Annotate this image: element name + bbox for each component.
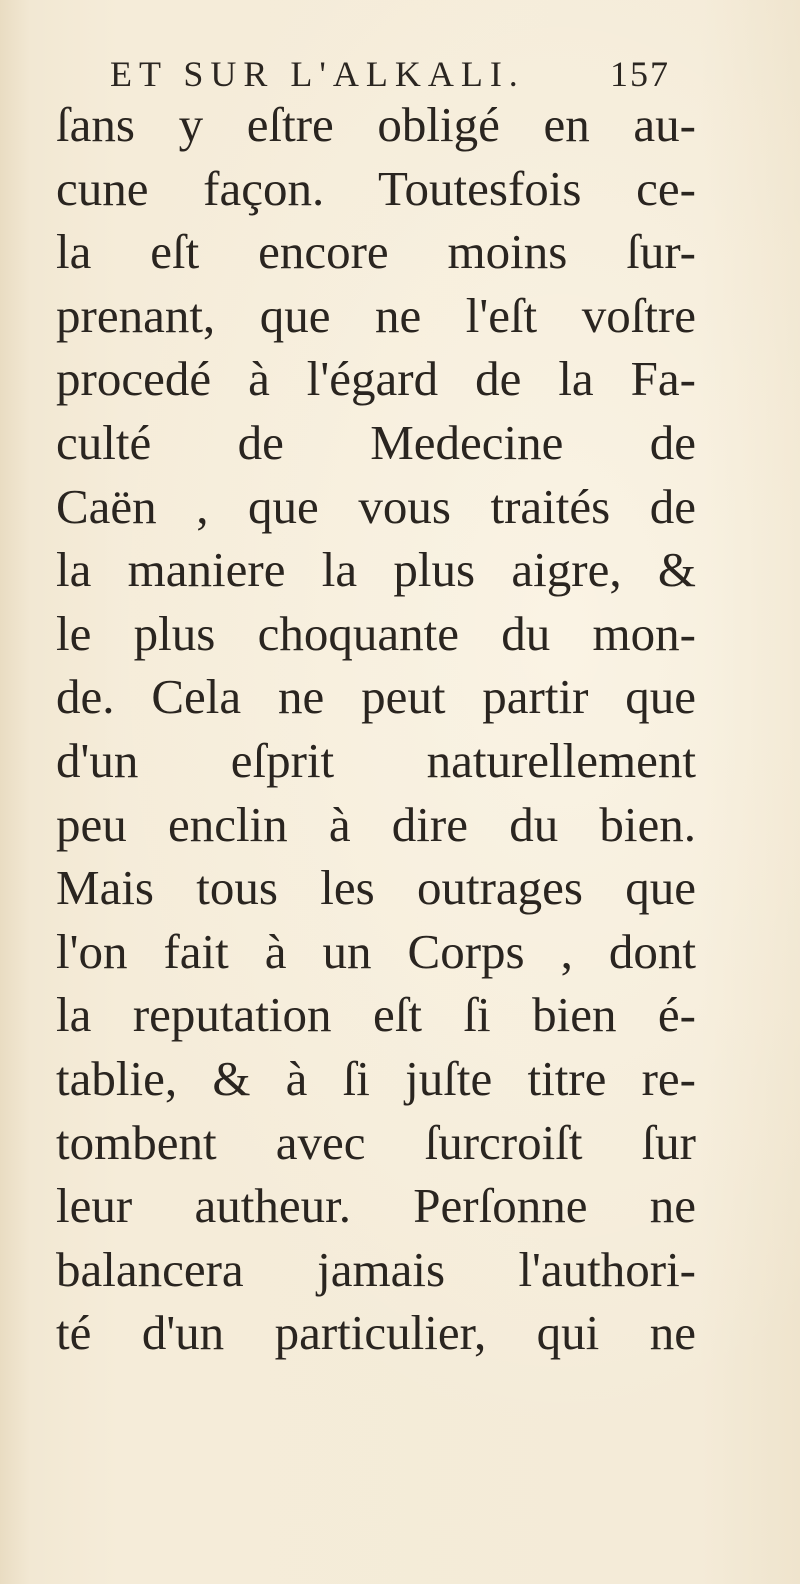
text-line: la maniere la plus aigre, & bbox=[56, 542, 696, 598]
text-line: l'on fait à un Corps , dont bbox=[56, 923, 696, 979]
text-line: de. Cela ne peut partir que bbox=[56, 669, 696, 725]
text-line: cune façon. Toutesfois ce- bbox=[56, 160, 696, 216]
text-line: leur autheur. Perſonne ne bbox=[56, 1178, 696, 1234]
text-line: peu enclin à dire du bien. bbox=[56, 796, 696, 852]
text-line: procedé à l'égard de la Fa- bbox=[56, 351, 696, 407]
text-line: la reputation eſt ſi bien é- bbox=[56, 987, 696, 1043]
body-text bbox=[56, 93, 696, 1365]
text-line: le plus choquante du mon- bbox=[56, 605, 696, 661]
text-line: d'un eſprit naturellement bbox=[56, 732, 696, 788]
text-line: tombent avec ſurcroiſt ſur bbox=[56, 1114, 696, 1170]
text-line: culté de Medecine de bbox=[56, 414, 696, 470]
text-line: Mais tous les outrages que bbox=[56, 860, 696, 916]
text-line: ſans y eſtre obligé en au- bbox=[56, 97, 696, 152]
text-line: balancera jamais l'authori- bbox=[56, 1241, 696, 1297]
text-line: tablie, & à ſi juſte titre re- bbox=[56, 1050, 696, 1106]
text-line: Caën , que vous traités de bbox=[56, 478, 696, 534]
text-line: té d'un particulier, qui ne bbox=[56, 1305, 696, 1361]
running-title: ET SUR L'ALKALI. bbox=[110, 54, 525, 94]
page-number: 157 bbox=[610, 54, 670, 94]
text-line: la eſt encore moins ſur- bbox=[56, 224, 696, 280]
text-line: prenant, que ne l'eſt voſtre bbox=[56, 287, 696, 343]
